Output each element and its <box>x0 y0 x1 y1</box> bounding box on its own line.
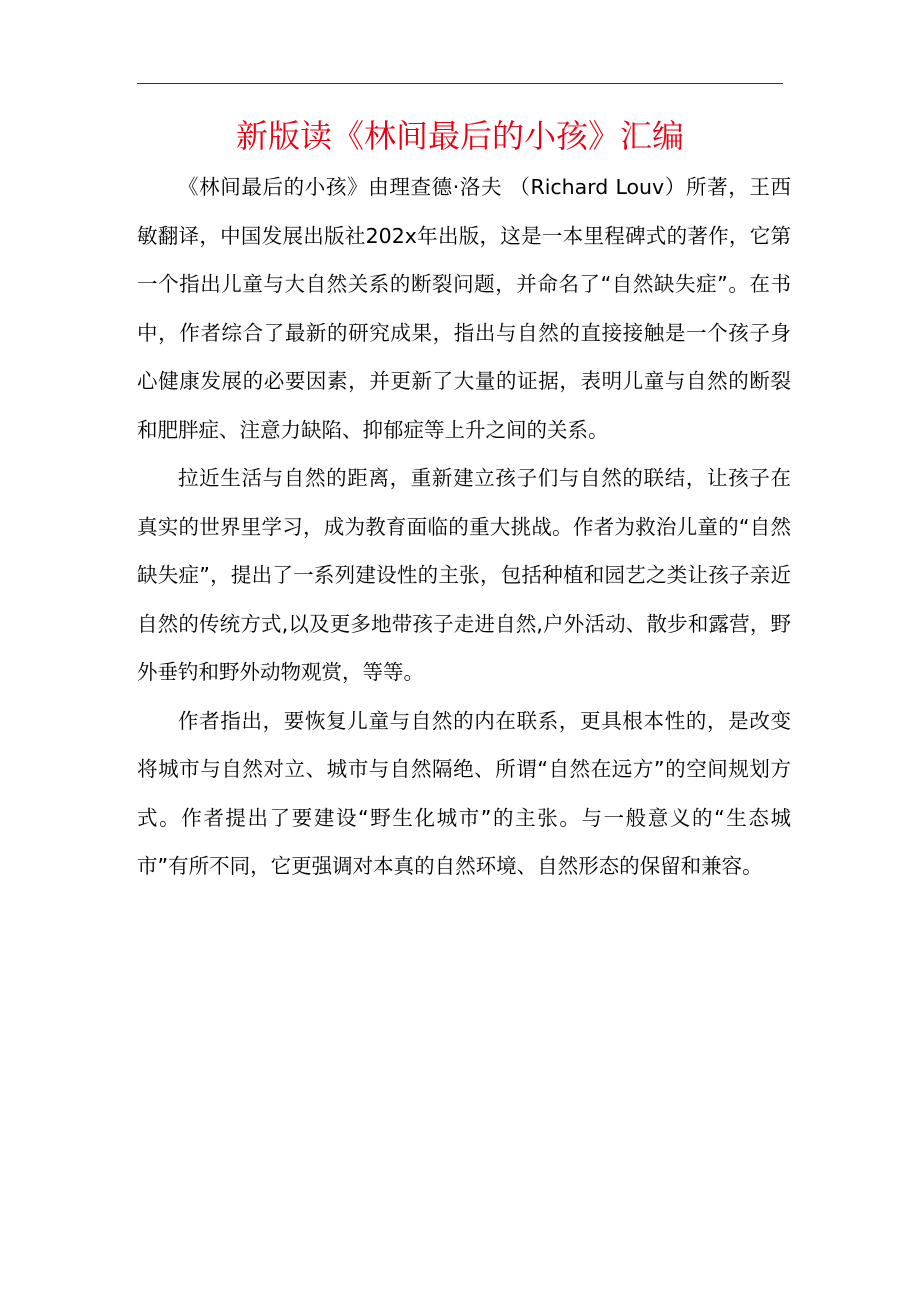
paragraph-2: 拉近生活与自然的距离，重新建立孩子们与自然的联结，让孩子在真实的世界里学习，成为教育面临的重大挑战。作者为救治儿童的“自然缺失症”，提出了一系列建设性的主张，包括种植和园艺之类让孩子亲近自然的传统方式,以及更多地带孩子走进自然,户外活动、散步和露营，野外垂钓和野外动物观赏，等等。 <box>137 466 791 684</box>
paragraph-3: 作者指出，要恢复儿童与自然的内在联系，更具根本性的，是改变将城市与自然对立、城市与自然隔绝、所谓“自然在远方”的空间规划方式。作者提出了要建设“野生化城市”的主张。与一般意义的“生态城市”有所不同，它更强调对本真的自然环境、自然形态的保留和兼容。 <box>137 708 791 878</box>
paragraph-1: 《林间最后的小孩》由理查德·洛夫 （Richard Louv）所著，王西敏翻译，中国发展出版社202x年出版，这是一本里程碑式的著作，它第一个指出儿童与大自然关系的断裂问题，并命名了“自然缺失症”。在书中，作者综合了最新的研究成果，指出与自然的直接接触是一个孩子身心健康发展的必要因素，并更新了大量的证据，表明儿童与自然的断裂和肥胖症、注意力缺陷、抑郁症等上升之间的关系。 <box>137 175 791 442</box>
document-body <box>137 163 791 891</box>
header-rule <box>137 83 783 84</box>
document-title: 新版读《林间最后的小孩》汇编 <box>235 117 684 155</box>
